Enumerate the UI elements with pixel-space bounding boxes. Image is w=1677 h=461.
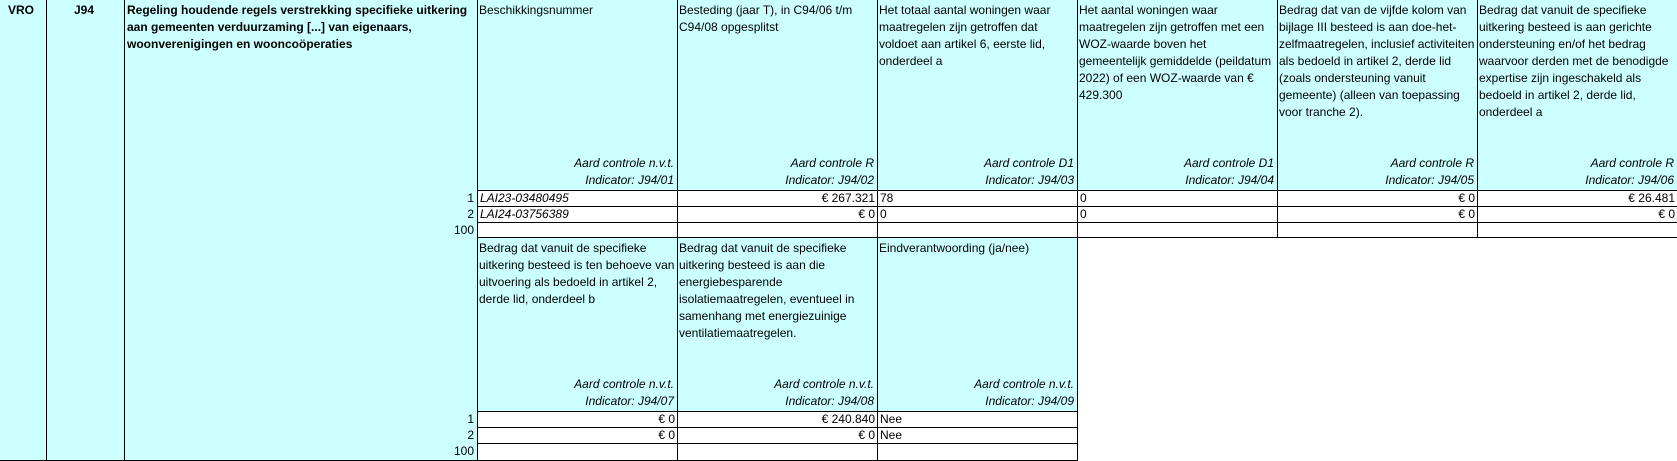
grid-line (1077, 0, 1078, 461)
column-header-j94-07: Bedrag dat vanuit de specifieke uitkering besteed is ten behoeve van uitvoering als bedoeld in artikel 2, derde lid, onderdeel b (479, 241, 675, 306)
control-type-j94-05: Aard controle R (1390, 156, 1474, 170)
department-code: VRO (8, 3, 35, 17)
cell-besteding[interactable]: € 0 (858, 207, 875, 221)
grid-line (1277, 0, 1278, 237)
grid-line (124, 0, 125, 461)
cell-eindverantwoording[interactable] (880, 443, 1074, 459)
row-number: 1 (467, 412, 474, 426)
cell-doe-het-zelf[interactable] (1280, 222, 1475, 238)
control-type-j94-04: Aard controle D1 (1183, 156, 1274, 170)
row-number: 100 (453, 223, 474, 237)
control-type-j94-09: Aard controle n.v.t. (974, 377, 1074, 391)
column-header-j94-04: Het aantal woningen waar maatregelen zijn getroffen met een WOZ-waarde boven het gemeentelijk gemiddelde (peildatum 2022) of een WOZ-waarde van € 429.300 (1079, 3, 1272, 102)
indicator-j94-08: Indicator: J94/08 (785, 394, 874, 408)
cell-beschikkingsnummer[interactable] (480, 222, 674, 238)
cell-uitvoering[interactable] (480, 443, 675, 459)
row-number: 100 (453, 444, 474, 458)
control-type-j94-07: Aard controle n.v.t. (574, 377, 674, 391)
blank-area-block2-right (1077, 237, 1677, 461)
cell-woningen-woz[interactable]: 0 (1080, 191, 1087, 205)
column-header-j94-03: Het totaal aantal woningen waar maatregelen zijn getroffen dat voldoet aan artikel 6, eerste lid, onderdeel a (879, 3, 1051, 68)
control-type-j94-01: Aard controle n.v.t. (574, 156, 674, 170)
cell-beschikkingsnummer[interactable]: LAI24-03756389 (480, 207, 569, 221)
indicator-j94-01: Indicator: J94/01 (585, 173, 674, 187)
indicator-j94-02: Indicator: J94/02 (785, 173, 874, 187)
row-number: 1 (467, 191, 474, 205)
control-type-j94-02: Aard controle R (790, 156, 874, 170)
grid-line (1477, 0, 1478, 237)
cell-gerichte-ondersteuning[interactable] (1480, 222, 1675, 238)
cell-isolatiemaatregelen[interactable]: € 0 (858, 428, 875, 442)
indicator-j94-04: Indicator: J94/04 (1185, 173, 1274, 187)
cell-doe-het-zelf[interactable]: € 0 (1458, 191, 1475, 205)
regulation-title: Regeling houdende regels verstrekking specifieke uitkering aan gemeenten verduurzaming [...] van eigenaars, woonverenigingen en wooncoöperaties (127, 3, 468, 51)
cell-beschikkingsnummer[interactable]: LAI23-03480495 (480, 191, 569, 205)
indicator-j94-09: Indicator: J94/09 (985, 394, 1074, 408)
column-header-j94-06: Bedrag dat vanuit de specifieke uitkering besteed is aan gerichte ondersteuning en/of het bedrag waarvoor derden met de benodigde expertise zijn ingeschakeld als bedoeld in artikel 2, derde lid, onderdeel a (1479, 3, 1669, 119)
control-type-j94-03: Aard controle D1 (983, 156, 1074, 170)
cell-gerichte-ondersteuning[interactable]: € 0 (1658, 207, 1675, 221)
cell-totaal-woningen[interactable]: 0 (880, 207, 887, 221)
cell-uitvoering[interactable]: € 0 (658, 412, 675, 426)
column-header-j94-05: Bedrag dat van de vijfde kolom van bijlage III besteed is aan doe-het-zelfmaatregelen, inclusief activiteiten als bedoeld in artikel 2, derde lid (zoals ondersteuning vanuit gemeente) (alleen van toepassing voor tranche 2). (1279, 3, 1475, 119)
cell-isolatiemaatregelen[interactable]: € 240.840 (821, 412, 875, 426)
cell-woningen-woz[interactable] (1080, 222, 1274, 238)
indicator-j94-07: Indicator: J94/07 (585, 394, 674, 408)
grid-line (46, 0, 47, 461)
row-number: 2 (467, 428, 474, 442)
cell-isolatiemaatregelen[interactable] (680, 443, 875, 459)
row-number: 2 (467, 207, 474, 221)
indicator-j94-06: Indicator: J94/06 (1585, 173, 1674, 187)
cell-gerichte-ondersteuning[interactable]: € 26.481 (1628, 191, 1675, 205)
column-header-j94-02: Besteding (jaar T), in C94/06 t/m C94/08 opgesplitst (679, 3, 853, 34)
indicator-j94-05: Indicator: J94/05 (1385, 173, 1474, 187)
cell-besteding[interactable]: € 267.321 (821, 191, 875, 205)
column-header-j94-08: Bedrag dat vanuit de specifieke uitkering besteed is aan die energiebesparende isolatiemaatregelen, eventueel in samenhang met energiezuinige ventilatiemaatregelen. (679, 241, 855, 340)
indicator-j94-03: Indicator: J94/03 (985, 173, 1074, 187)
cell-eindverantwoording[interactable]: Nee (880, 428, 903, 442)
regulation-code: J94 (74, 3, 95, 17)
cell-eindverantwoording[interactable]: Nee (880, 412, 903, 426)
cell-totaal-woningen[interactable] (880, 222, 1074, 238)
grid-line (877, 0, 878, 461)
column-header-j94-09: Eindverantwoording (ja/nee) (879, 241, 1030, 255)
column-header-j94-01: Beschikkingsnummer (479, 3, 594, 17)
cell-woningen-woz[interactable]: 0 (1080, 207, 1087, 221)
cell-totaal-woningen[interactable]: 78 (880, 191, 894, 205)
cell-doe-het-zelf[interactable]: € 0 (1458, 207, 1475, 221)
control-type-j94-08: Aard controle n.v.t. (774, 377, 874, 391)
grid-line (477, 0, 478, 461)
cell-uitvoering[interactable]: € 0 (658, 428, 675, 442)
grid-line (677, 0, 678, 461)
control-type-j94-06: Aard controle R (1590, 156, 1674, 170)
cell-besteding[interactable] (680, 222, 875, 238)
